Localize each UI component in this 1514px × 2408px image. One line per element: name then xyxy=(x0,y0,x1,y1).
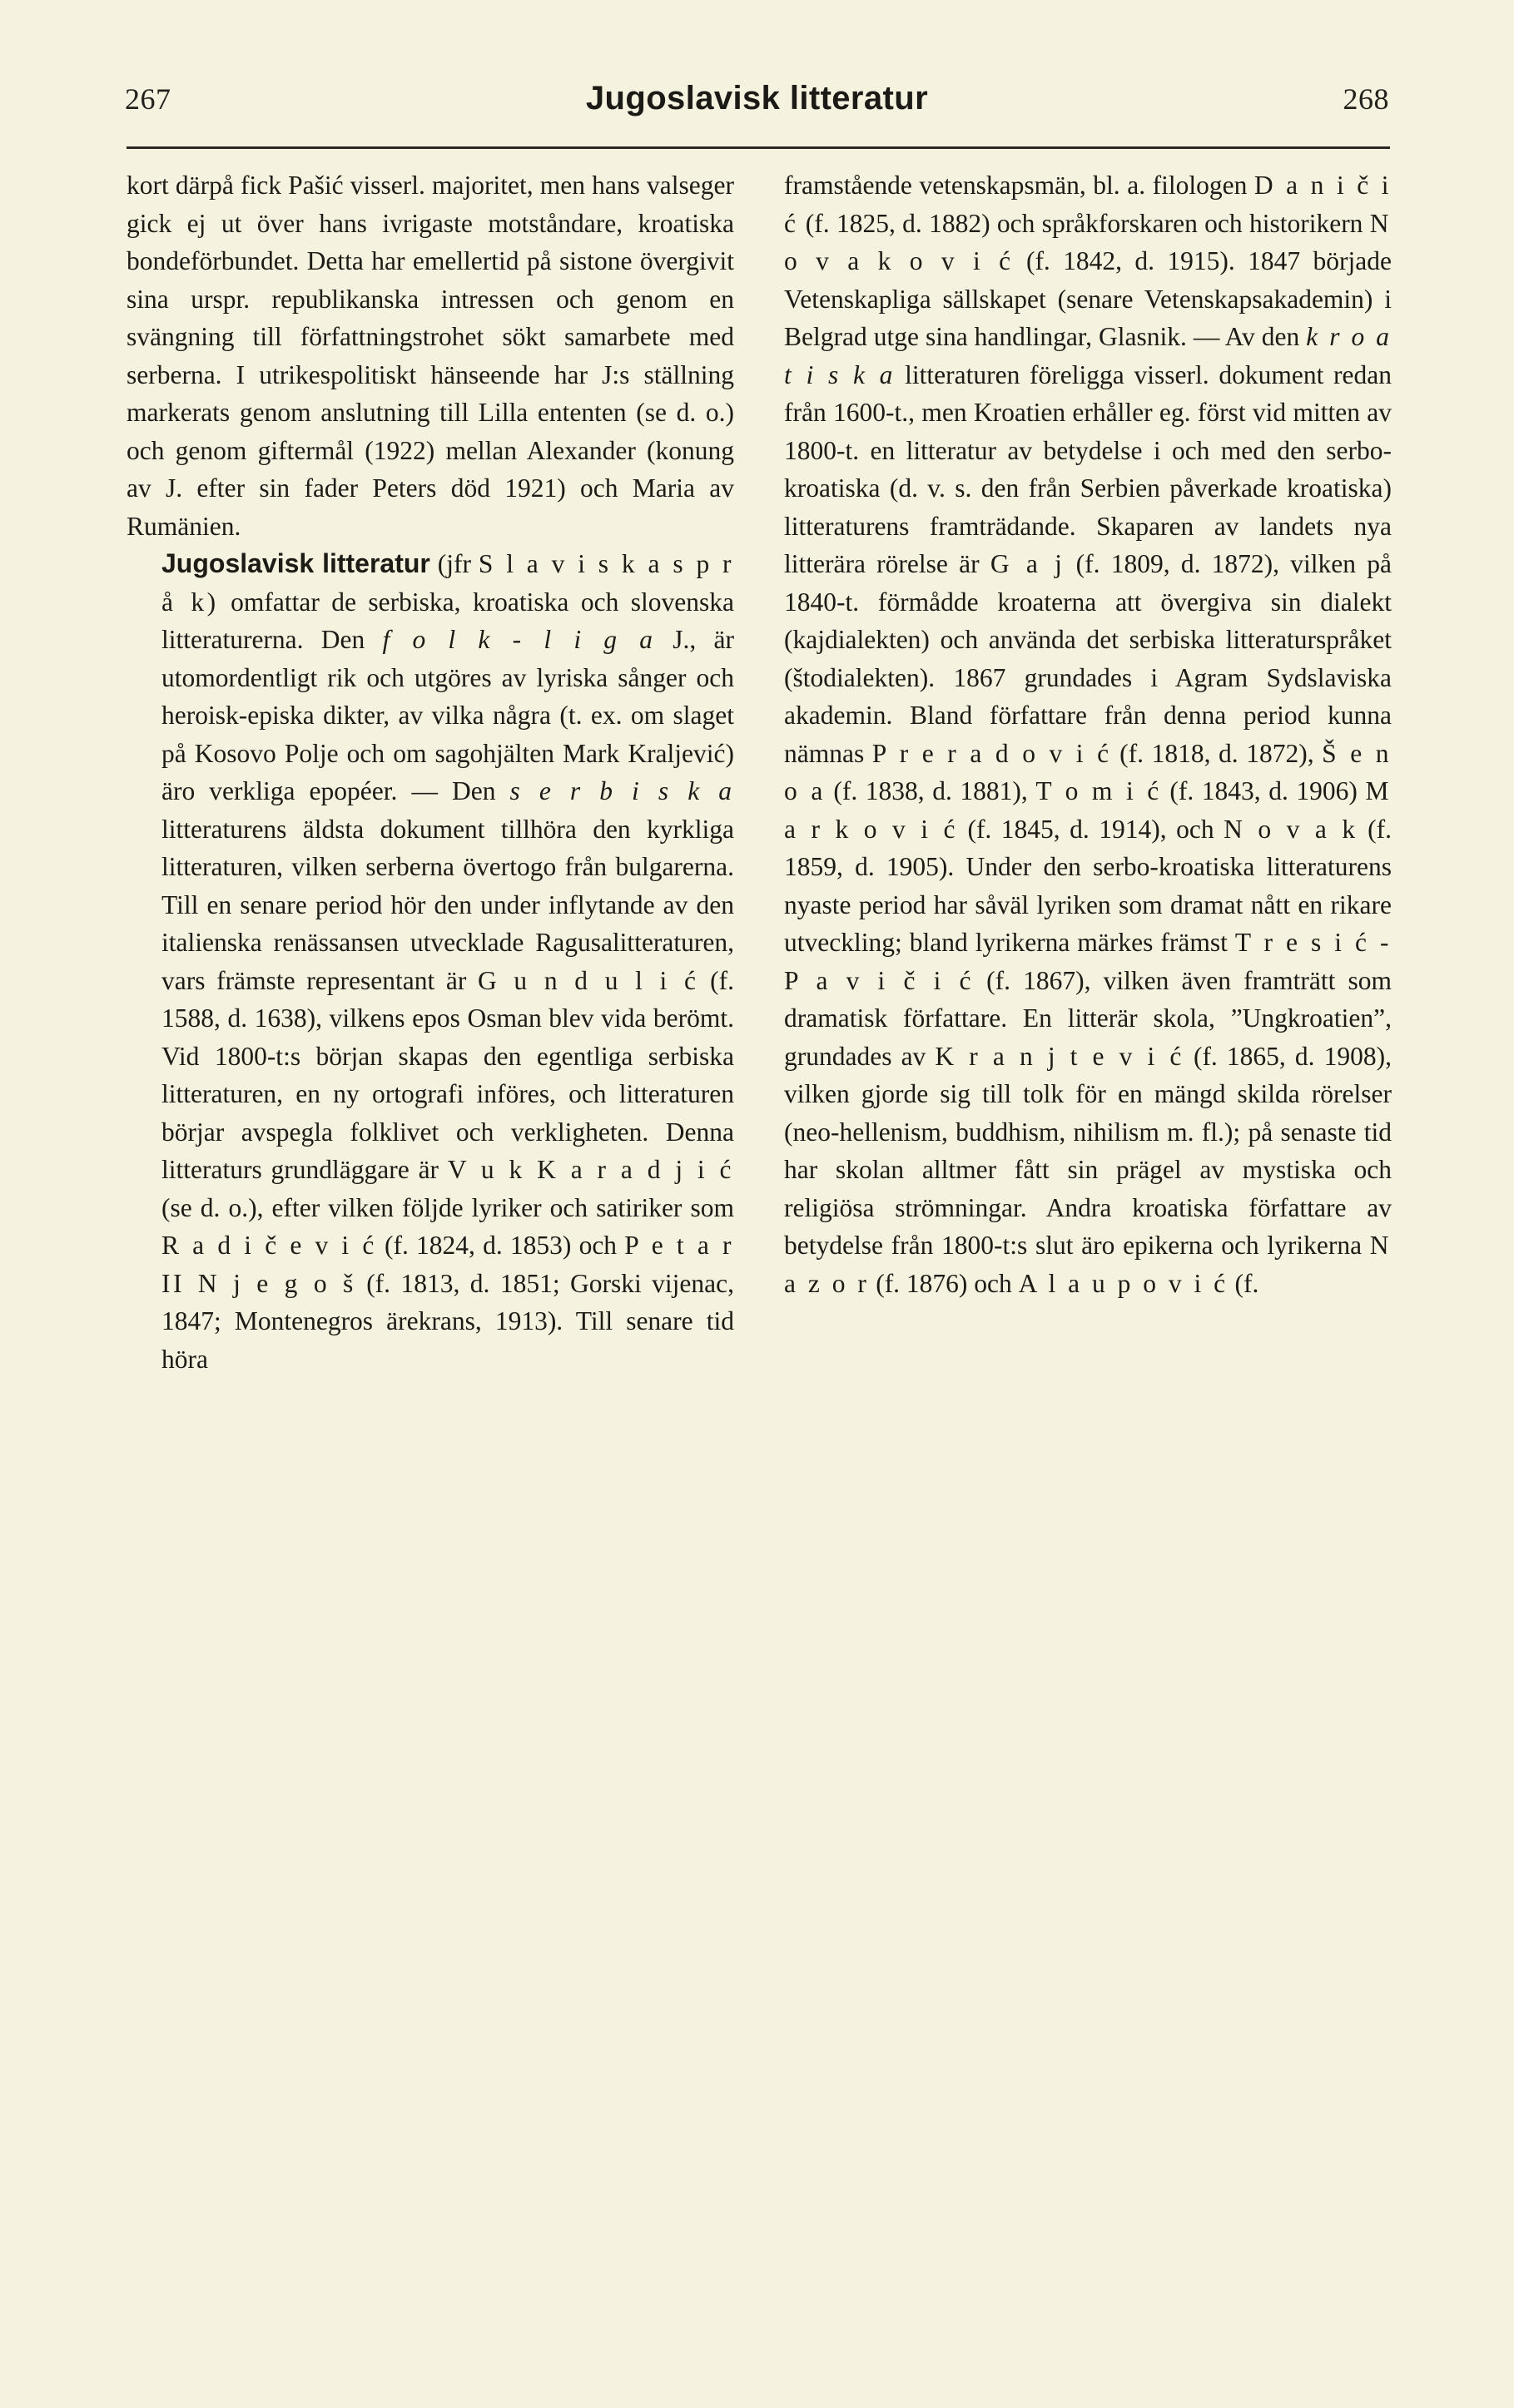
paragraph-continuation: kort därpå fick Pašić visserl. majoritet, men hans valseger gick ej ut över hans ivrigaste motståndare, kroatiska bondeförbundet. Detta har emellertid på sistone övergivit sina urspr. republikanska intressen och genom en svängning till författningstrohet sökt samarbete med serberna. I utrikespolitiskt hänseende har J:s ställning markerats genom anslutning till Lilla ententen (se d. o.) och genom giftermål (1922) mellan Alexander (konung av J. efter sin fader Peters död 1921) och Maria av Rumänien. xyxy=(127,171,734,541)
entry-text-9: 1847; Montenegros ärekrans, 1913). Till senare tid höra xyxy=(161,1306,734,1374)
name-senoa: Š e n o a xyxy=(784,738,1392,805)
entry-text-2: J., är utomordentligt rik och utgöres av lyriska sånger och heroisk-episka dikter, av vilka några (t. ex. om slaget på Kosovo Polje och om sagohjälten Mark Kraljević) äro verkliga epopéer. — Den xyxy=(161,625,734,805)
entry-text-6: (se d. o.), efter vilken följde lyriker och satiriker som xyxy=(161,1192,734,1222)
folio-right: 268 xyxy=(1343,82,1389,116)
page-title: Jugoslavisk litteratur xyxy=(585,80,929,116)
term-serbiska: s e r b i s k a xyxy=(509,776,734,805)
right-text-15: (f. 1876) och xyxy=(869,1268,1019,1298)
name-petar-njegos: P e t a r II N j e g o š xyxy=(161,1231,734,1298)
name-novak: N o v a k xyxy=(1224,814,1358,844)
page-header xyxy=(125,80,1389,138)
name-tomic: T o m i ć xyxy=(1035,776,1162,805)
term-kroatiska: k r o a t i s k a xyxy=(784,322,1392,389)
title-gorski-vijenac: Gorski vijenac, xyxy=(570,1268,734,1298)
entry-text-7: (f. 1824, d. 1853) och xyxy=(376,1231,625,1260)
right-text-1: framstående vetenskapsmän, bl. a. filologen xyxy=(784,171,1254,200)
right-text-11: (f. 1845, d. 1914), och xyxy=(957,814,1224,844)
name-danicic: D a n i č i ć xyxy=(784,171,1392,238)
right-text-5: litteraturen föreligga visserl. dokument redan från 1600-t., men Kroatien erhåller eg. först vid mitten av 1800-t. en litteratur av betydelse i och med den xyxy=(784,359,1392,465)
name-tresic-pavicic: T r e s i ć - P a v i č i ć xyxy=(784,928,1392,995)
text-columns xyxy=(127,166,1392,1378)
entry-text-8: (f. 1813, d. 1851; xyxy=(355,1268,570,1298)
term-folkliga: f o l k - l i g a xyxy=(382,625,656,654)
title-glasnik: Glasnik. xyxy=(1099,322,1187,351)
name-vuk-karadjic: V u k K a r a d j i ć xyxy=(447,1155,734,1184)
right-text-9: (f. 1838, d. 1881), xyxy=(825,776,1036,805)
right-text-13: (f. 1867), vilken även framträtt som dramatisk författare. En litterär skola, ”Ungkroatien”, grundades av xyxy=(784,965,1392,1071)
left-column xyxy=(127,166,734,1378)
name-novakovic: N o v a k o v i ć xyxy=(784,208,1392,275)
right-text-12: (f. 1859, d. 1905). Under den serbo-kroatiska litteraturens nyaste period har såväl lyriken som dramat nått en rikare utveckling; bland lyrikerna märkes främst xyxy=(784,814,1392,957)
paragraph-right-continuation xyxy=(784,166,1392,1302)
name-preradovic: P r e r a d o v i ć xyxy=(871,738,1112,768)
right-text-2: (f. 1825, d. 1882) och språkforskaren och historikern xyxy=(798,208,1370,238)
right-text-6: (d. v. s. den från Serbien påverkade kroatiska) litteraturens framträdande. Skaparen av landets nya litterära rörelse är xyxy=(784,473,1392,578)
name-gaj: G a j xyxy=(990,549,1065,578)
entry-text-5: blev vida berömt. Vid 1800-t:s början skapas den egentliga serbiska litteraturen, en ny ortografi införes, och litteraturen börjar avspegla folklivet och verkligheten. Denna litteraturs grundläggare är xyxy=(161,1003,734,1184)
right-text-8: (f. 1818, d. 1872), xyxy=(1111,738,1323,768)
name-alaupovic: A l a u p o v i ć xyxy=(1018,1268,1229,1298)
name-gundulic: G u n d u l i ć xyxy=(478,965,699,995)
name-nazor: N a z o r xyxy=(784,1231,1392,1298)
cross-ref-target: S l a v i s k a s p r å k) xyxy=(161,549,735,617)
name-kranjtevic: K r a n j t e v i ć xyxy=(935,1041,1184,1071)
cross-ref-prefix: (jfr xyxy=(437,549,471,578)
title-osman: Osman xyxy=(467,1003,542,1033)
name-radicevic: R a d i č e v i ć xyxy=(161,1231,377,1260)
entry-text-4: (f. 1588, d. 1638), vilkens epos xyxy=(161,965,734,1033)
right-text-7: (f. 1809, d. 1872), vilken på 1840-t. förmådde kroaterna att övergiva sin dialekt (kajdialekten) och använda det serbiska litteraturspråket (štodialekten). 1867 grundades i Agram Sydslaviska akademin. Bland författare från denna period kunna nämnas xyxy=(784,549,1392,768)
right-column xyxy=(784,166,1392,1378)
right-text-10: (f. 1843, d. 1906) xyxy=(1161,776,1366,805)
term-serbo-kroatiska: serbo-kroatiska xyxy=(784,435,1392,503)
entry-text-1: omfattar de serbiska, kroatiska och slovenska litteraturerna. Den xyxy=(161,587,734,654)
right-text-4: — Av den xyxy=(1186,322,1307,351)
entry-headword: Jugoslavisk litteratur xyxy=(161,548,430,578)
right-text-3: (f. 1842, d. 1915). 1847 började Vetenskapliga sällskapet (senare Vetenskapsakademin) i Belgrad utge sina handlingar, xyxy=(784,246,1392,351)
right-text-16: (f. xyxy=(1228,1268,1259,1298)
name-markovic: M a r k o v i ć xyxy=(784,776,1392,844)
folio-left: 267 xyxy=(125,82,171,116)
header-rule xyxy=(127,146,1390,149)
entry-jugoslavisk-litteratur xyxy=(127,545,734,1378)
right-text-14: (f. 1865, d. 1908), vilken gjorde sig till tolk för en mängd skilda rörelser (neo-hellenism, buddhism, nihilism m. fl.); på senaste tid har skolan alltmer fått sin prägel av mystiska och religiösa strömningar. Andra kroatiska författare av betydelse från 1800-t:s slut äro epikerna och lyrikerna xyxy=(784,1041,1392,1260)
entry-text-3: litteraturens äldsta dokument tillhöra den kyrkliga litteraturen, vilken serberna övertogo från bulgarerna. Till en senare period hör den under inflytande av den italienska renässansen utvecklade Ragusalitteraturen, vars främste representant är xyxy=(161,814,734,995)
